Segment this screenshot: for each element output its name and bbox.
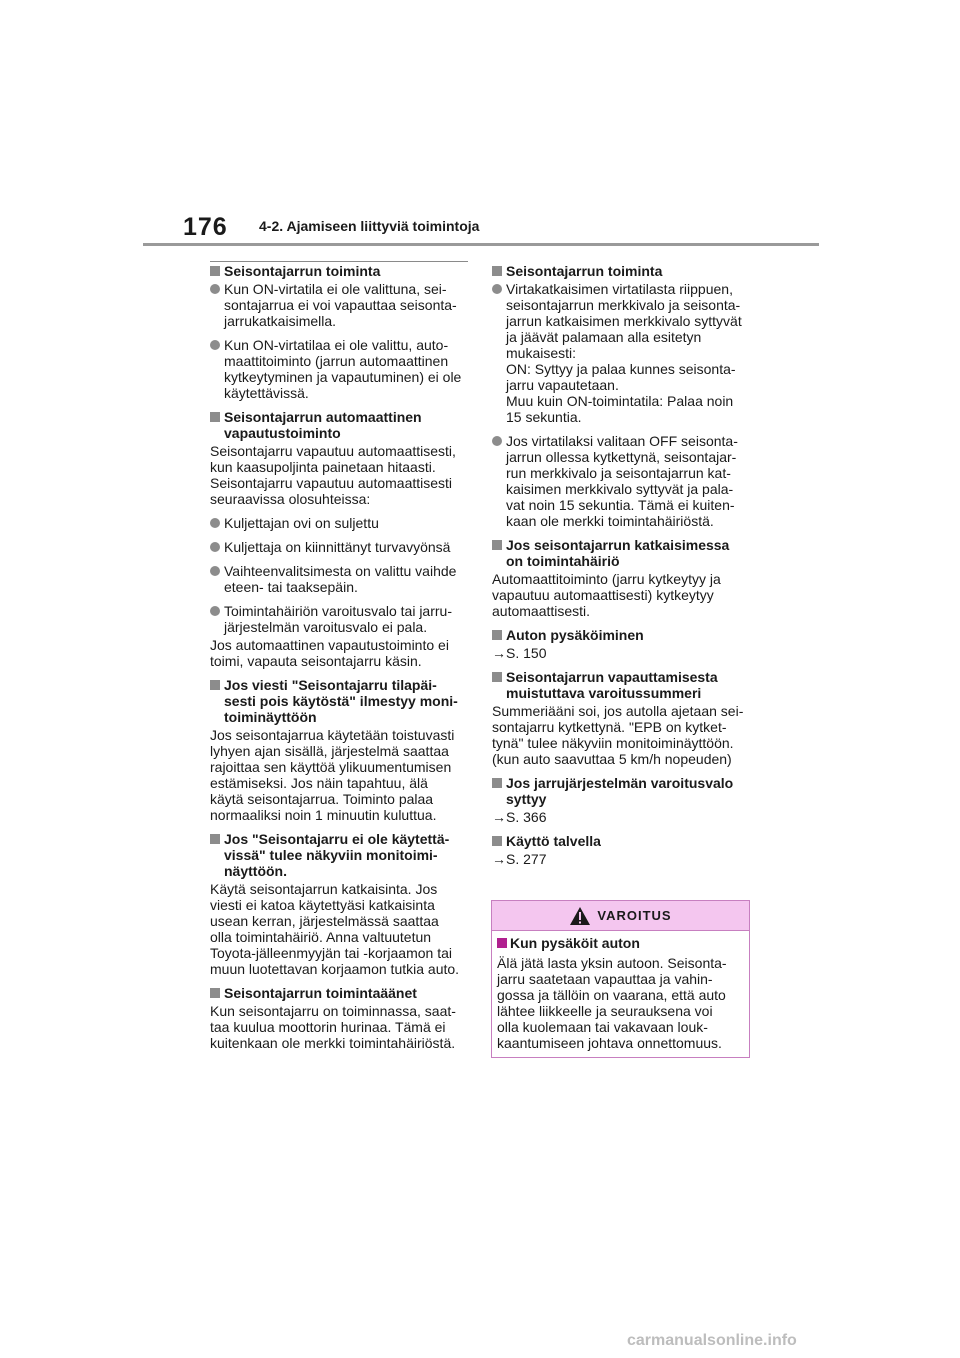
paragraph: Käytä seisontajarrun katkaisinta. Jos viesti ei katoa käytettyäsi katkaisinta usean kerran, järjestelmässä saattaa olla toimintahäiriö. Anna valtuutetun Toyota-jälleenmyyjän tai -korjaamon tai muun luotettavan korjaamon tutkia auto. [210,881,460,977]
section-heading: Seisontajarrun toiminta [492,263,760,279]
paragraph: Jos automaattinen vapautustoiminto ei toimi, vapauta seisontajarru käsin. [210,637,449,669]
bullet-item: Kuljettaja on kiinnittänyt turvavyönsä [210,539,472,555]
section-heading: Seisontajarrun toiminta [210,263,472,279]
section-heading: Seisontajarrun automaattinen vapautustoiminto [210,409,472,441]
watermark: carmanualsonline.info [627,1332,797,1349]
paragraph: Jos seisontajarrua käytetään toistuvasti lyhyen ajan sisällä, järjestelmä saattaa rajoittaa sen käyttöä ylikuumentumisen estämiseksi. Jos näin tapahtuu, älä käytä seisontajarrua. Toiminto palaa normaaliksi noin 1 minuutin kuluttua. [210,727,455,823]
warning-header [492,901,749,931]
section-heading: Jos seisontajarrun katkaisimessa on toimintahäiriö [492,537,760,569]
bullet-item: Toimintahäiriön varoitusvalo tai jarru- järjestelmän varoitusvalo ei pala. [210,603,472,635]
section-heading: Auton pysäköiminen [492,627,760,643]
page-reference: →S. 150 [492,645,547,661]
section-heading: Jos "Seisontajarru ei ole käytettä- vissä" tulee näkyviin monitoimi- näyttöön. [210,831,472,879]
page-reference: →S. 366 [492,809,547,825]
section-divider [210,261,468,262]
paragraph: Kun seisontajarru on toiminnassa, saat- taa kuulua moottorin hurinaa. Tämä ei kuitenkaan ole merkki toimintahäiriöstä. [210,1003,456,1051]
section-heading: Seisontajarrun vapauttamisesta muistuttava varoitussummeri [492,669,760,701]
warning-body [492,931,749,1051]
warning-heading: Kun pysäköit auton [497,935,744,951]
bullet-item: Virtakatkaisimen virtatilasta riippuen, seisontajarrun merkkivalo ja seisonta- jarrun katkaisimen merkkivalo syttyvät ja jäävät palamaan alla esitetyn mukaisesti: ON: Syttyy ja palaa kunnes seisonta- jarru vapautetaan. Muu kuin ON-toimintatila: Palaa noin 15 sekuntia. [492,281,760,425]
section-heading: Jos jarrujärjestelmän varoitusvalo syttyy [492,775,760,807]
section-heading: Seisontajarrun toimintaäänet [210,985,472,1001]
warning-title: VAROITUS [597,908,672,923]
chapter-title: 4-2. Ajamiseen liittyviä toimintoja [259,218,480,234]
warning-box [491,900,750,1058]
page-reference: →S. 277 [492,851,547,867]
section-heading: Jos viesti "Seisontajarru tilapäi- sesti pois käytöstä" ilmestyy moni- toiminäyttöön [210,677,472,725]
paragraph: Automaattitoiminto (jarru kytkeytyy ja vapautuu automaattisesti) kytkeytyy automaattisesti. [492,571,721,619]
page-number: 176 [183,213,228,241]
bullet-item: Vaihteenvalitsimesta on valittu vaihde eteen- tai taaksepäin. [210,563,472,595]
section-heading: Käyttö talvella [492,833,760,849]
paragraph: Summeriääni soi, jos autolla ajetaan sei- sontajarru kytkettynä. "EPB on kytket- tynä" tulee näkyviin monitoiminäyttöön. (kun auto saavuttaa 5 km/h nopeuden) [492,703,744,767]
warning-text: Älä jätä lasta yksin autoon. Seisonta- jarru saatetaan vapauttaa ja vahin- gossa ja tällöin on vaarana, että auto lähtee liikkeelle ja seurauksena voi olla kuolemaan tai vakavaan louk- kaantumiseen johtava onnettomuus. [497,955,727,1051]
paragraph: Seisontajarru vapautuu automaattisesti, kun kaasupoljinta painetaan hitaasti. Seisontajarru vapautuu automaattisesti seuraavissa olosuhteissa: [210,443,456,507]
header-divider [143,243,819,246]
left-column [210,263,472,1059]
bullet-item: Kun ON-virtatilaa ei ole valittu, auto- maattitoiminto (jarrun automaattinen kytkeytyminen ja vapautuminen) ei ole käytettävissä. [210,337,472,401]
bullet-item: Kuljettajan ovi on suljettu [210,515,472,531]
bullet-item: Kun ON-virtatila ei ole valittuna, sei- sontajarrua ei voi vapauttaa seisonta- jarrukatkaisimella. [210,281,472,329]
bullet-item: Jos virtatilaksi valitaan OFF seisonta- jarrun ollessa kytkettynä, seisontajar- run merkkivalo ja seisontajarrun kat- kaisimen merkkivalo syttyvät ja pala- vat noin 15 sekuntia. Tämä ei kuiten- kaan ole merkki toimintahäiriöstä. [492,433,760,529]
warning-triangle-icon [569,906,591,926]
right-column [492,263,760,875]
